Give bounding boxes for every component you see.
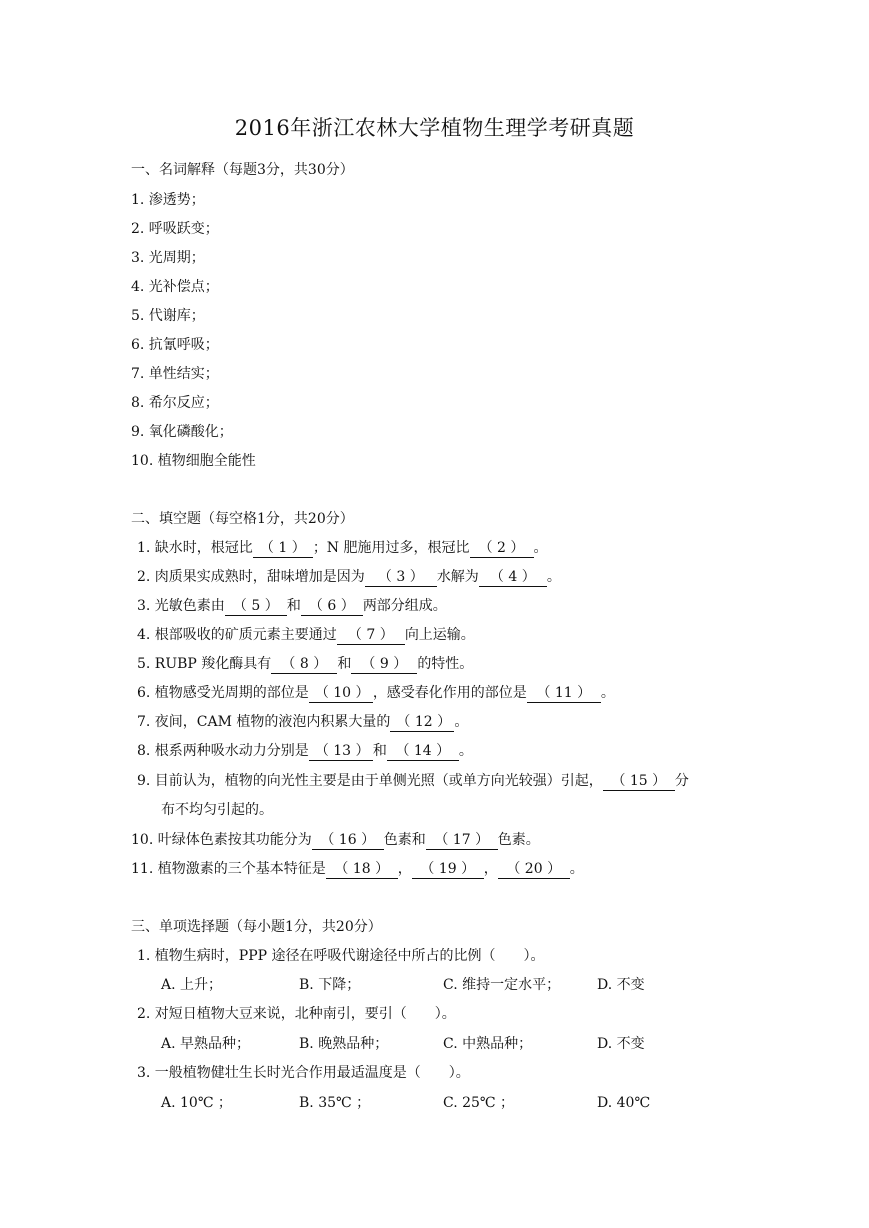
answer-blank: （ 8 ） <box>271 655 337 674</box>
fill-question <box>137 538 548 558</box>
answer-blank: （ 9 ） <box>351 655 417 674</box>
fill-question <box>137 741 473 761</box>
term-item: 5. 代谢库； <box>131 308 205 324</box>
term-item: 9. 氧化磷酸化； <box>131 424 233 440</box>
term-item: 6. 抗氰呼吸； <box>131 337 219 353</box>
fill-question <box>137 625 475 645</box>
choice-question-stem: 1. 植物生病时，PPP 途径在呼吸代谢途径中所占的比例（ ）。 <box>137 948 545 964</box>
question-text: 和 <box>337 656 352 672</box>
question-text: 和 <box>372 743 387 759</box>
term-item: 7. 单性结实； <box>131 366 219 382</box>
page-title: 2016年浙江农林大学植物生理学考研真题 <box>234 116 635 140</box>
answer-blank: （ 20 ） <box>498 860 570 879</box>
fill-question <box>137 683 615 703</box>
section1-heading: 一、名词解释（每题3分，共30分） <box>131 162 354 178</box>
choice-question-stem: 3. 一般植物健壮生长时光合作用最适温度是（ ）。 <box>137 1065 470 1081</box>
answer-blank: （ 15 ） <box>603 772 675 791</box>
question-text: 色素。 <box>497 832 540 848</box>
question-text: 10. 叶绿体色素按其功能分为 <box>131 832 312 848</box>
choice-option: A. 早熟品种； <box>161 1036 251 1052</box>
choice-option: C. 25℃ ； <box>443 1095 515 1111</box>
question-text: 9. 目前认为，植物的向光性主要是由于单侧光照（或单方向光较强）引起， <box>137 773 603 789</box>
term-item: 10. 植物细胞全能性 <box>131 453 256 469</box>
question-text: 7. 夜间，CAM 植物的液泡内积累大量的 <box>137 714 391 730</box>
answer-blank: （ 13 ） <box>309 742 373 761</box>
question-text: 。 <box>454 714 469 730</box>
answer-blank: （ 6 ） <box>301 597 363 616</box>
choice-option: B. 35℃ ； <box>299 1095 371 1111</box>
question-text: ， <box>483 861 498 877</box>
choice-option: D. 不变 <box>597 977 645 993</box>
fill-question <box>137 771 689 791</box>
answer-blank: （ 14 ） <box>387 742 459 761</box>
question-text: ；N 肥施用过多，根冠比 <box>312 540 470 556</box>
question-text: 。 <box>569 861 584 877</box>
choice-question-stem: 2. 对短日植物大豆来说，北种南引，要引（ ）。 <box>137 1006 456 1022</box>
term-item: 4. 光补偿点； <box>131 279 219 295</box>
question-text: 11. 植物激素的三个基本特征是 <box>131 861 326 877</box>
answer-blank: （ 2 ） <box>470 539 534 558</box>
fill-question <box>131 830 540 850</box>
answer-blank: （ 5 ） <box>225 597 287 616</box>
question-text: 两部分组成。 <box>362 598 447 614</box>
answer-blank: （ 18 ） <box>326 860 398 879</box>
term-item: 3. 光周期； <box>131 250 205 266</box>
answer-blank: （ 1 ） <box>253 539 313 558</box>
question-text: 1. 缺水时，根冠比 <box>137 540 253 556</box>
question-continuation: 布不均匀引起的。 <box>161 802 273 818</box>
question-text: 。 <box>600 685 615 701</box>
answer-blank: （ 12 ） <box>390 713 454 732</box>
choice-option: D. 不变 <box>597 1036 645 1052</box>
question-text: 4. 根部吸收的矿质元素主要通过 <box>137 627 337 643</box>
section3-heading: 三、单项选择题（每小题1分，共20分） <box>131 919 382 935</box>
section2-heading: 二、填空题（每空格1分，共20分） <box>131 511 354 527</box>
answer-blank: （ 4 ） <box>479 568 547 587</box>
answer-blank: （ 7 ） <box>337 626 405 645</box>
question-text: 的特性。 <box>417 656 474 672</box>
question-text: 。 <box>533 540 548 556</box>
term-item: 1. 渗透势； <box>131 192 205 208</box>
question-text: 2. 肉质果实成熟时，甜味增加是因为 <box>137 569 365 585</box>
choice-option: A. 10℃ ； <box>161 1095 232 1111</box>
answer-blank: （ 17 ） <box>426 831 498 850</box>
fill-question <box>131 859 584 879</box>
question-text: ，感受春化作用的部位是 <box>372 685 527 701</box>
question-text: 向上运输。 <box>404 627 475 643</box>
question-text: 5. RUBP 羧化酶具有 <box>137 656 272 672</box>
question-text: ， <box>397 861 412 877</box>
question-text: 和 <box>286 598 301 614</box>
question-text: 。 <box>458 743 473 759</box>
term-item: 2. 呼吸跃变； <box>131 221 219 237</box>
choice-option: C. 中熟品种； <box>443 1036 533 1052</box>
question-text: 6. 植物感受光周期的部位是 <box>137 685 309 701</box>
fill-question <box>137 654 473 674</box>
question-text: 3. 光敏色素由 <box>137 598 225 614</box>
question-text: 水解为 <box>436 569 479 585</box>
choice-option: D. 40℃ <box>597 1095 651 1111</box>
term-item: 8. 希尔反应； <box>131 395 219 411</box>
choice-option: C. 维持一定水平； <box>443 977 561 993</box>
answer-blank: （ 3 ） <box>365 568 437 587</box>
answer-blank: （ 19 ） <box>412 860 484 879</box>
fill-question <box>137 712 468 732</box>
question-text: 色素和 <box>383 832 426 848</box>
choice-option: B. 下降； <box>299 977 361 993</box>
fill-question <box>137 567 561 587</box>
choice-option: B. 晚熟品种； <box>299 1036 389 1052</box>
choice-option: A. 上升； <box>161 977 223 993</box>
answer-blank: （ 11 ） <box>527 684 601 703</box>
question-text: 。 <box>546 569 561 585</box>
question-text: 分 <box>674 773 689 789</box>
answer-blank: （ 10 ） <box>309 684 373 703</box>
answer-blank: （ 16 ） <box>312 831 384 850</box>
fill-question <box>137 596 447 616</box>
question-text: 8. 根系两种吸水动力分别是 <box>137 743 309 759</box>
